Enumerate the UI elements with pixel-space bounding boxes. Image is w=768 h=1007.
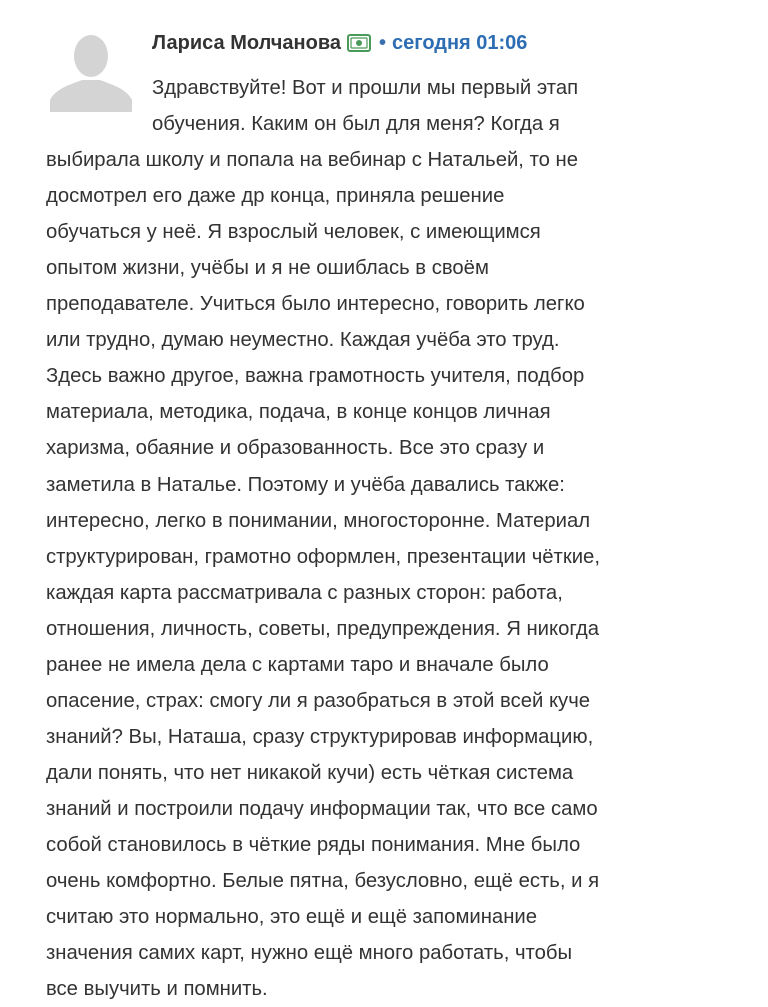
comment-line: досмотрел его даже др конца, приняла решение [46,185,505,208]
comment-line: отношения, личность, советы, предупреждения. Я никогда [46,617,599,640]
comment-line: считаю это нормально, это ещё и ещё запоминание [46,906,538,929]
comment-line: преподавателе. Учиться было интересно, говорить легко [46,293,585,316]
comment-line: ранее не имела дела с картами таро и вначале было [46,653,549,676]
comment-line: интересно, легко в понимании, многосторонне. Материал [46,509,591,532]
comment-line: дали понять, что нет никакой кучи) есть чёткая система [46,761,574,784]
comment-line: материала, методика, подача, в конце концов личная [46,401,551,424]
comment-line: знаний и построили подачу информации так, что все само [46,797,598,820]
author-name[interactable]: Лариса Молчанова [152,31,341,54]
comment-line: Здесь важно другое, важна грамотность учителя, подбор [46,365,585,388]
comment-line: собой становилось в чёткие ряды понимания. Мне было [46,833,581,856]
comment-line: опасение, страх: смогу ли я разобраться в этой всей куче [46,689,591,712]
comment-time[interactable]: сегодня 01:06 [392,31,528,54]
header-separator: • [378,31,386,54]
comment-line: опытом жизни, учёбы и я не ошиблась в своём [46,257,489,280]
comment-line: значения самих карт, нужно ещё много работать, чтобы [46,942,573,965]
comment-line: обучения. Каким он был для меня? Когда я [152,113,560,136]
comment-line: заметила в Наталье. Поэтому и учёба давались также: [46,473,565,496]
comment-line: все выучить и помнить. [46,978,268,1001]
comment-line: харизма, обаяние и образованность. Все это сразу и [46,437,545,460]
comment-header [152,28,527,58]
comment-line: очень комфортно. Белые пятна, безусловно, ещё есть, и я [46,870,600,893]
money-bill-icon [347,34,371,52]
comment-line: обучаться у неё. Я взрослый человек, с имеющимся [46,221,541,244]
comment-line: или трудно, думаю неуместно. Каждая учёба это труд. [46,329,560,352]
comment-line: знаний? Вы, Наташа, сразу структурировав информацию, [46,725,594,748]
comment-line: каждая карта рассматривала с разных сторон: работа, [46,581,563,604]
comment-line: Здравствуйте! Вот и прошли мы первый этап [152,77,579,99]
comment-body [46,70,736,1007]
comment-line: выбирала школу и попала на вебинар с Натальей, то не [46,149,579,172]
comment-line: структурирован, грамотно оформлен, презентации чёткие, [46,545,600,568]
